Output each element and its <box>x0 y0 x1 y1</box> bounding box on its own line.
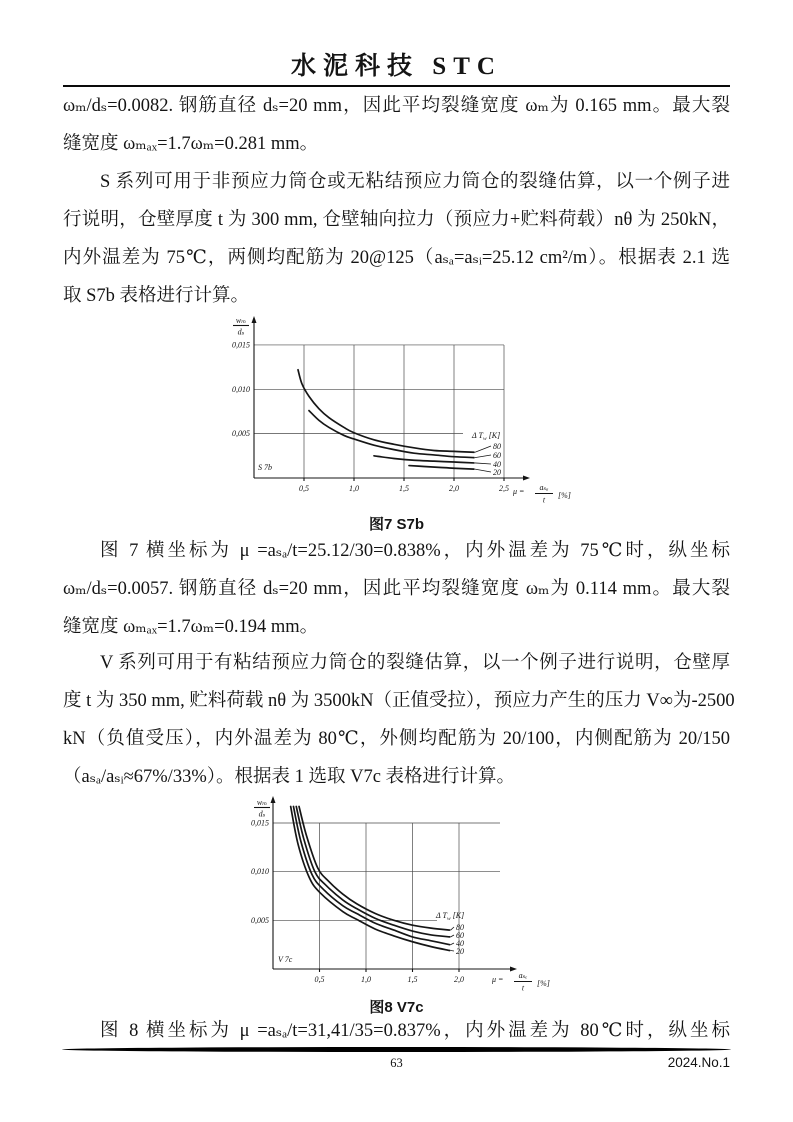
svg-text:40: 40 <box>456 939 464 948</box>
svg-text:aₛₐ: aₛₐ <box>539 483 549 492</box>
body-text-line: 取 S7b 表格进行计算。 <box>63 286 250 306</box>
svg-text:20: 20 <box>493 468 501 477</box>
svg-text:1,5: 1,5 <box>399 484 409 493</box>
svg-text:2,0: 2,0 <box>454 975 464 984</box>
svg-text:1,0: 1,0 <box>361 975 371 984</box>
svg-text:2,0: 2,0 <box>449 484 459 493</box>
svg-text:Δ Tw [K]: Δ $T_w$ [K] <box>436 911 465 922</box>
figure7-chart <box>210 313 590 518</box>
page-number: 63 <box>390 1056 403 1070</box>
svg-text:20: 20 <box>456 947 464 956</box>
figure7-caption: 图7 S7b <box>368 516 425 533</box>
svg-text:μ =: μ = <box>513 487 525 496</box>
svg-text:60: 60 <box>493 451 501 460</box>
svg-text:0,010: 0,010 <box>232 384 250 394</box>
svg-text:0,5: 0,5 <box>314 975 325 984</box>
body-text-line: 图 7 横坐标为 μ =aₛₐ/t=25.12/30=0.838%，内外温差为 75℃时，纵坐标 <box>100 541 730 561</box>
figure8-caption: 图8 V7c <box>369 999 424 1016</box>
svg-text:0,005: 0,005 <box>232 429 250 439</box>
svg-text:[%]: [%] <box>558 491 571 500</box>
header-rule <box>63 85 730 87</box>
body-text-line: kN（负值受压），内外温差为 80℃，外侧均配筋为 20/100，内侧配筋为 20/150 <box>63 729 730 749</box>
svg-text:80: 80 <box>493 442 501 451</box>
svg-text:μ =: μ = <box>492 975 504 984</box>
svg-text:40: 40 <box>493 460 501 469</box>
svg-text:80: 80 <box>456 923 464 932</box>
svg-text:aₛₑ: aₛₑ <box>518 971 528 980</box>
svg-text:Δ Tw [K]: Δ $T_w$ [K] <box>472 431 501 442</box>
svg-text:0,005: 0,005 <box>251 915 269 925</box>
svg-text:dₛ: dₛ <box>237 327 245 337</box>
svg-text:0,5: 0,5 <box>299 484 309 493</box>
svg-text:dₛ: dₛ <box>258 809 266 819</box>
body-text-line: V 系列可用于有粘结预应力筒仓的裂缝估算，以一个例子进行说明，仓壁厚 <box>100 653 730 673</box>
journal-title: 水泥科技 STC <box>291 53 502 80</box>
svg-text:[%]: [%] <box>537 979 550 988</box>
svg-text:0,015: 0,015 <box>232 340 250 350</box>
body-text-line: 度 t 为 350 mm, 贮料荷载 nθ 为 3500kN（正值受拉），预应力产生的压力 V∞为-2500 <box>63 691 735 711</box>
body-text-line: 图 8 横坐标为 μ =aₛₐ/t=31,41/35=0.837%，内外温差为 80℃时，纵坐标 <box>100 1021 730 1041</box>
svg-text:S 7b: S 7b <box>258 463 272 472</box>
svg-text:2,5: 2,5 <box>499 484 509 493</box>
body-text-line: S 系列可用于非预应力筒仓或无粘结预应力筒仓的裂缝估算，以一个例子进 <box>100 172 730 192</box>
body-text-line: 内外温差为 75℃，两侧均配筋为 20@125（aₛₐ=aₛᵢ=25.12 cm²/m）。根据表 2.1 选 <box>63 248 730 268</box>
body-text-line: 缝宽度 ωₘₐₓ=1.7ωₘ=0.194 mm。 <box>63 617 319 637</box>
svg-text:1,0: 1,0 <box>349 484 359 493</box>
svg-text:t: t <box>542 495 546 505</box>
svg-text:wₘ: wₘ <box>235 316 247 325</box>
svg-text:0,010: 0,010 <box>251 867 269 877</box>
svg-text:60: 60 <box>456 931 464 940</box>
body-text-line: ωₘ/dₛ=0.0082. 钢筋直径 dₛ=20 mm，因此平均裂缝宽度 ωₘ为 0.165 mm。最大裂 <box>63 96 730 116</box>
svg-text:1,5: 1,5 <box>407 975 418 984</box>
svg-text:0,015: 0,015 <box>251 818 269 828</box>
body-text-line: （aₛₐ/aₛᵢ≈67%/33%）。根据表 1 选取 V7c 表格进行计算。 <box>63 767 516 787</box>
svg-text:V 7c: V 7c <box>278 955 293 964</box>
svg-text:wₘ: wₘ <box>256 798 268 807</box>
footer-rule <box>62 1047 731 1052</box>
issue-label: 2024.No.1 <box>667 1055 730 1070</box>
svg-text:t: t <box>521 983 525 993</box>
figure8-chart <box>210 795 590 1000</box>
body-text-line: 行说明，仓壁厚度 t 为 300 mm, 仓壁轴向拉力（预应力+贮料荷载）nθ 为 250kN， <box>63 210 730 230</box>
body-text-line: ωₘ/dₛ=0.0057. 钢筋直径 dₛ=20 mm，因此平均裂缝宽度 ωₘ为 0.114 mm。最大裂 <box>63 579 730 599</box>
body-text-line: 缝宽度 ωₘₐₓ=1.7ωₘ=0.281 mm。 <box>63 134 319 154</box>
